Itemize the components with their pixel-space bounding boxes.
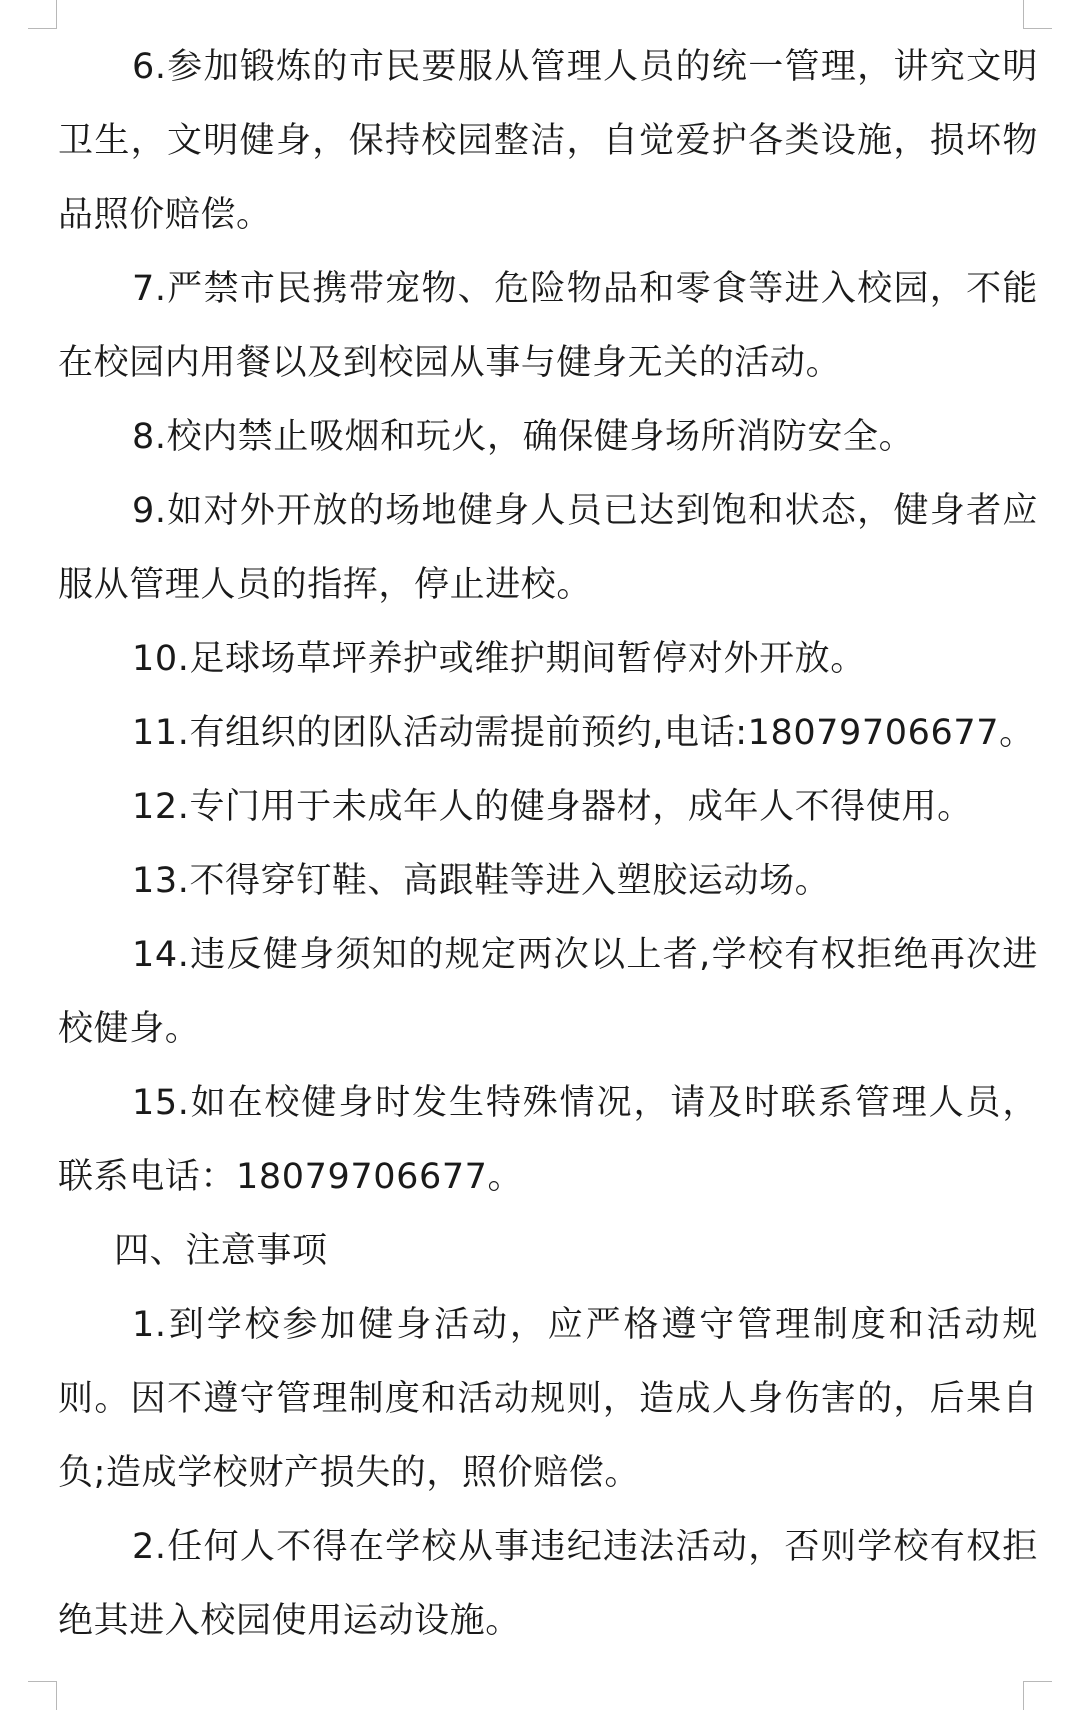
rule-paragraph-9: 9.如对外开放的场地健身人员已达到饱和状态，健身者应服从管理人员的指挥，停止进校。 [58,491,1038,605]
note-paragraph-1: 1.到学校参加健身活动，应严格遵守管理制度和活动规则。因不遵守管理制度和活动规则，造成人身伤害的，后果自负;造成学校财产损失的，照价赔偿。 [58,1305,1038,1493]
document-body [58,30,1038,1658]
section-heading: 四、注意事项 [114,1231,328,1271]
rule-paragraph-14: 14.违反健身须知的规定两次以上者,学校有权拒绝再次进校健身。 [58,935,1038,1049]
rule-paragraph-12: 12.专门用于未成年人的健身器材，成年人不得使用。 [132,787,973,827]
rule-paragraph-13: 13.不得穿钉鞋、高跟鞋等进入塑胶运动场。 [132,861,831,901]
rule-paragraph-6: 6.参加锻炼的市民要服从管理人员的统一管理，讲究文明卫生，文明健身，保持校园整洁，自觉爱护各类设施，损坏物品照价赔偿。 [58,47,1038,235]
note-paragraph-2: 2.任何人不得在学校从事违纪违法活动，否则学校有权拒绝其进入校园使用运动设施。 [58,1527,1038,1641]
crop-mark-top-left [28,0,57,29]
rule-paragraph-11: 11.有组织的团队活动需提前预约,电话:18079706677。 [132,713,1035,753]
crop-mark-top-right [1023,0,1052,29]
rule-paragraph-10: 10.足球场草坪养护或维护期间暂停对外开放。 [132,639,866,679]
crop-mark-bottom-left [28,1681,57,1710]
crop-mark-bottom-right [1023,1681,1052,1710]
rule-paragraph-8: 8.校内禁止吸烟和玩火，确保健身场所消防安全。 [132,417,915,457]
rule-paragraph-15: 15.如在校健身时发生特殊情况，请及时联系管理人员，联系电话：18079706677。 [58,1083,1038,1197]
rule-paragraph-7: 7.严禁市民携带宠物、危险物品和零食等进入校园，不能在校园内用餐以及到校园从事与健身无关的活动。 [58,269,1038,383]
